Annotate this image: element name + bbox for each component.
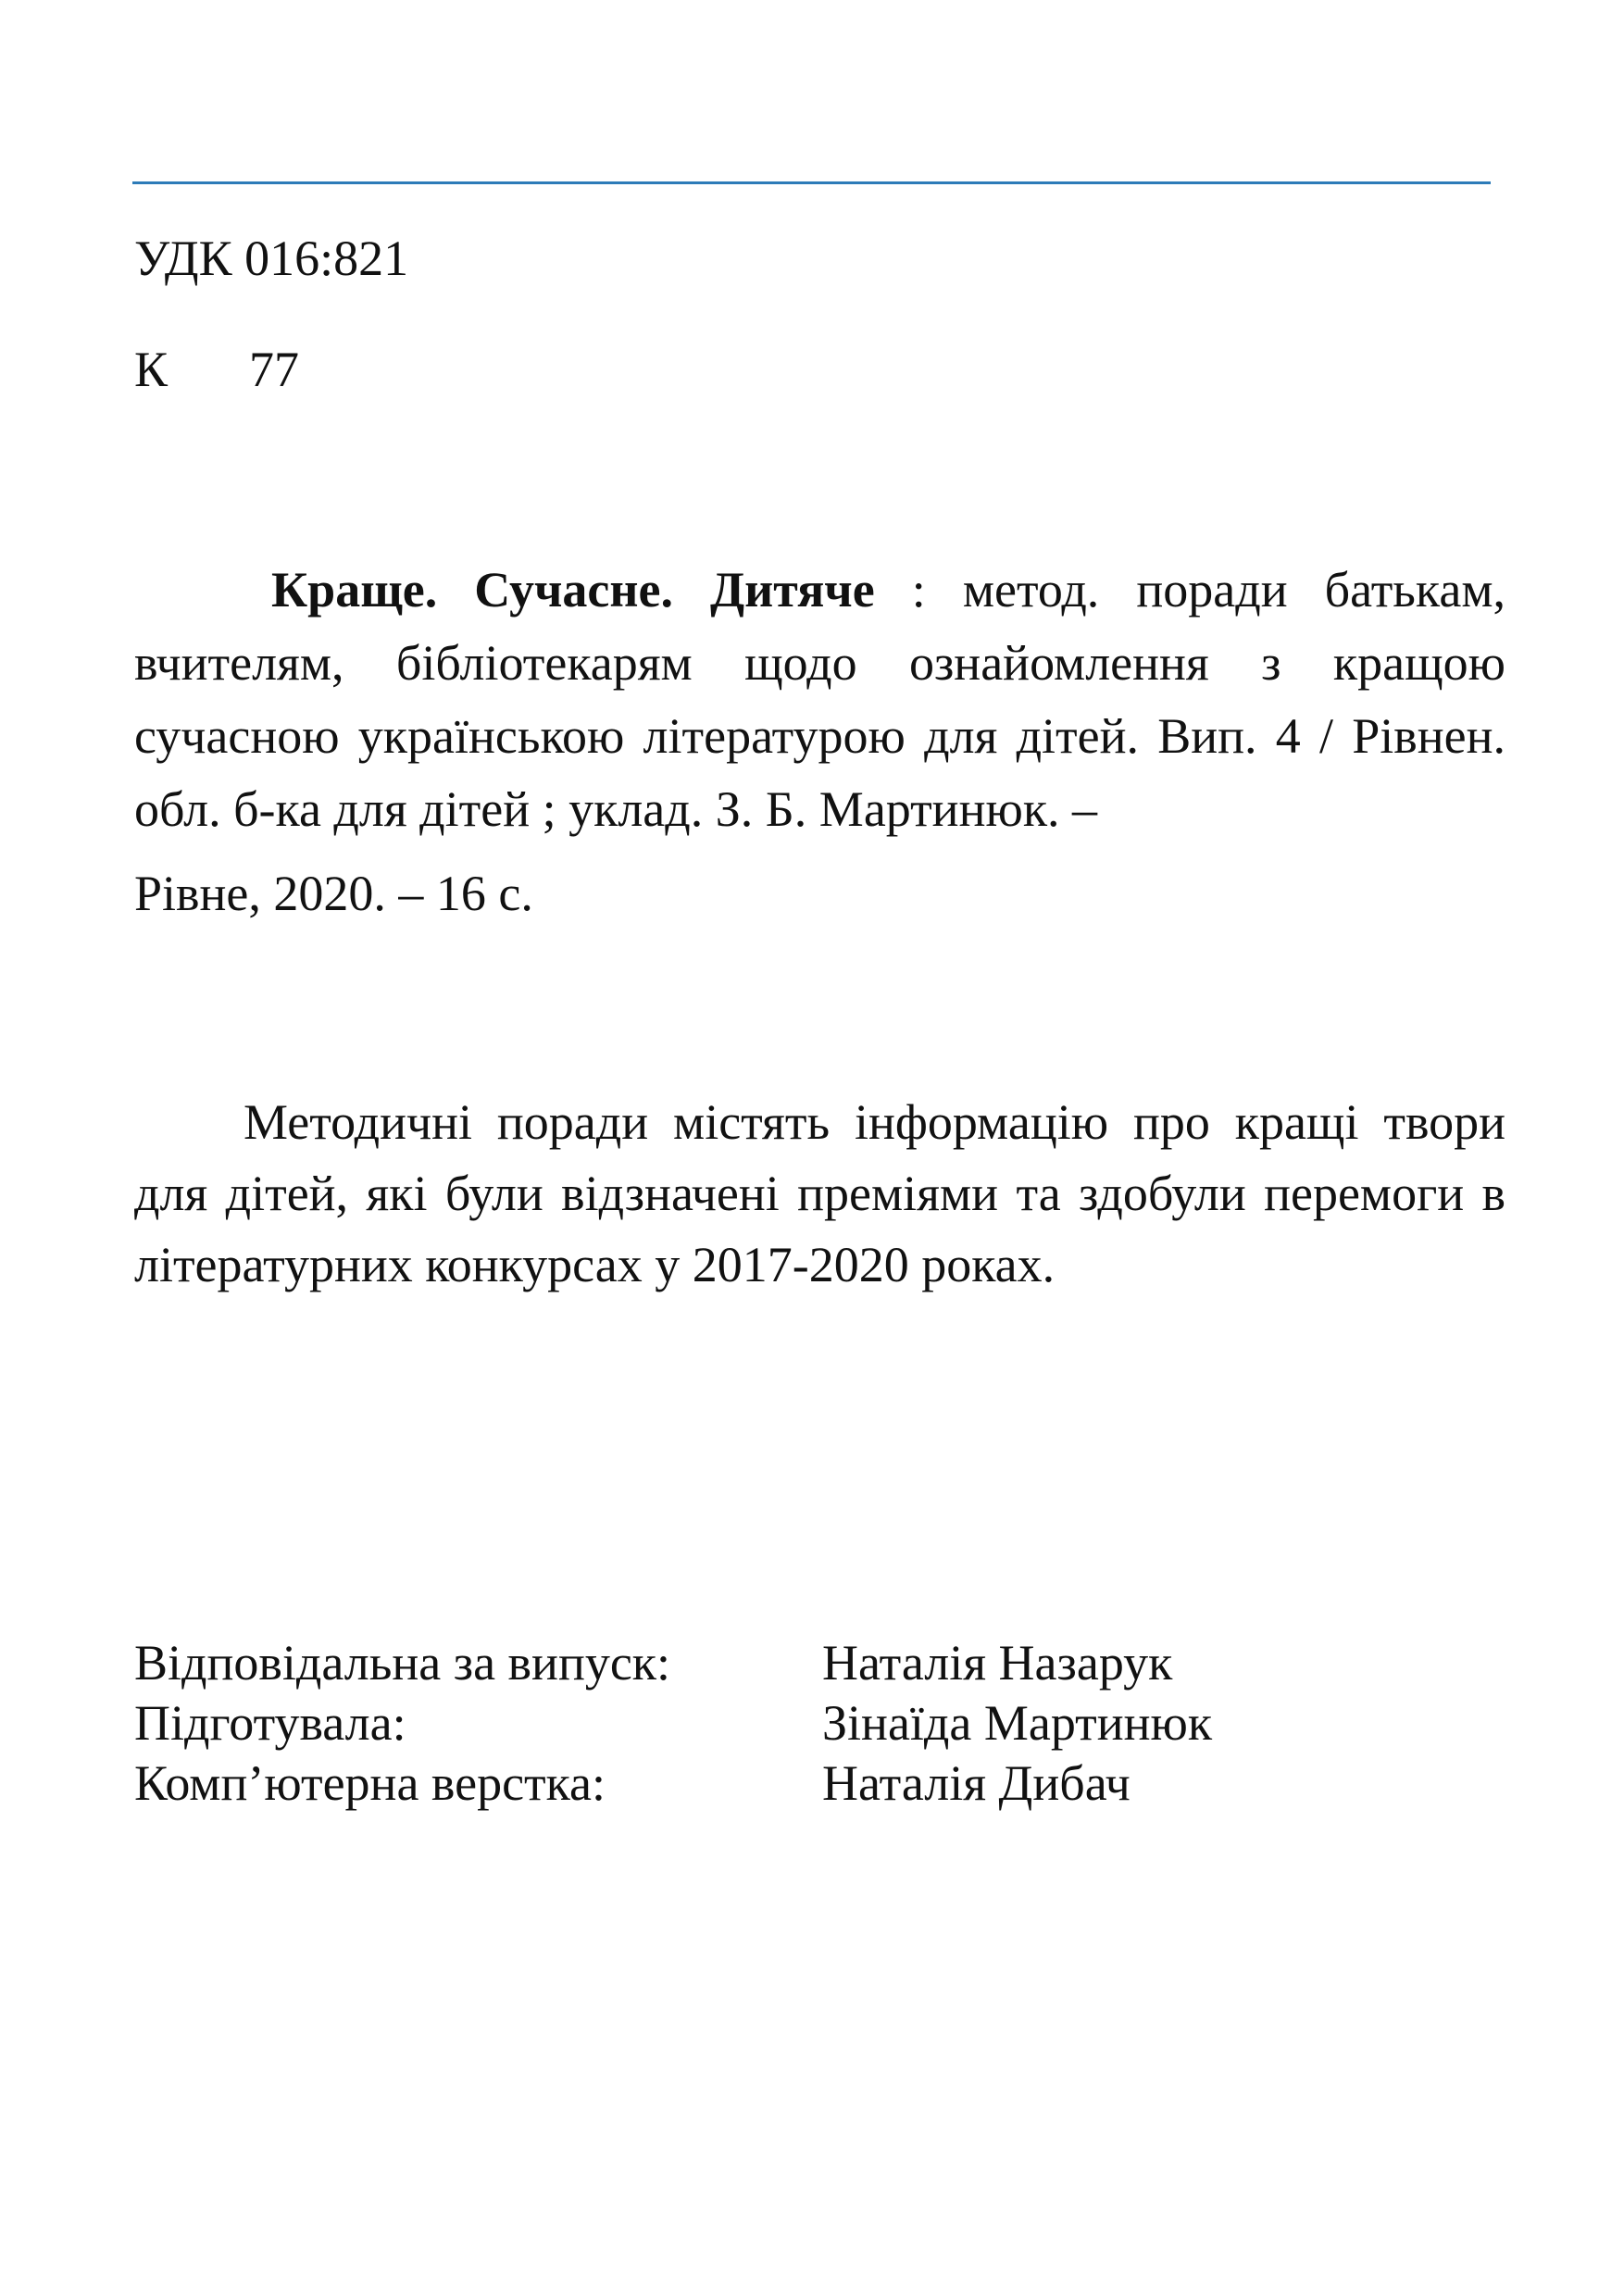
credit-row xyxy=(134,1693,1212,1753)
credit-name: Зінаїда Мартинюк xyxy=(822,1695,1213,1751)
publication-imprint: Рівне, 2020. – 16 с. xyxy=(134,866,533,921)
description-body: : метод. поради батькам, вчителям, бібліотекарям щодо ознайомлення з кращою сучасною українською літературою для дітей. Вип. 4 / Рівнен. обл. б-ка для дітей ; уклад. З. Б. Мартинюк. – xyxy=(134,562,1505,837)
author-mark-number: 77 xyxy=(249,342,300,397)
credit-role: Підготувала: xyxy=(134,1695,406,1751)
credits-block xyxy=(134,1633,1212,1814)
annotation-text: Методичні поради містять інформацію про кращі твори для дітей, які були відзначені преміями та здобули перемоги в літературних конкурсах у 2017-2020 роках. xyxy=(134,1094,1505,1292)
credit-row xyxy=(134,1633,1212,1693)
author-mark xyxy=(134,337,299,402)
author-mark-letter: К xyxy=(134,342,169,397)
udk-index: УДК 016:821 xyxy=(134,231,409,286)
credit-name: Наталія Назарук xyxy=(822,1635,1173,1691)
credit-role: Комп’ютерна верстка: xyxy=(134,1755,606,1811)
top-divider-line xyxy=(132,181,1491,184)
credit-row xyxy=(134,1753,1212,1814)
publication-title: Краще. Сучасне. Дитяче xyxy=(271,562,875,618)
credit-name: Наталія Дибач xyxy=(822,1755,1131,1811)
credit-role: Відповідальна за випуск: xyxy=(134,1635,671,1691)
bibliographic-description xyxy=(134,554,1505,930)
